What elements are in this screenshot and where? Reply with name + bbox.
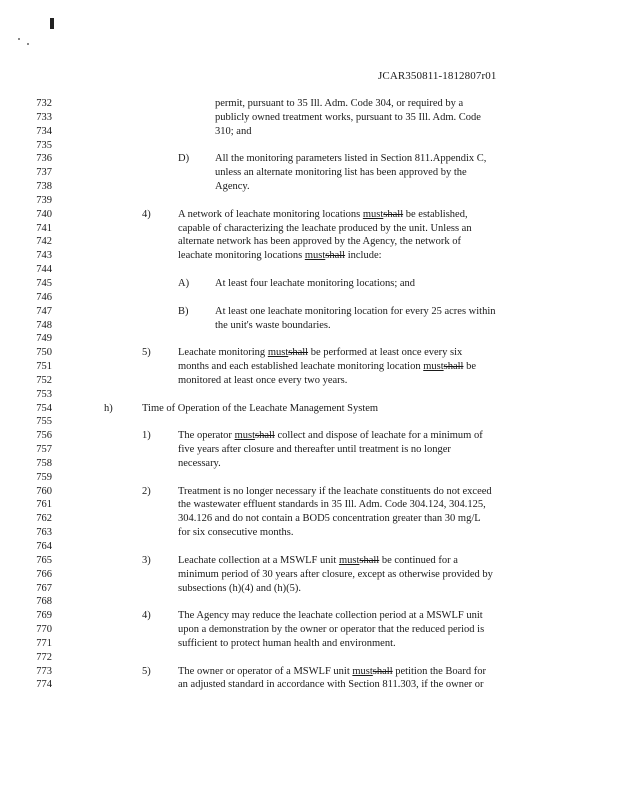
line-text <box>215 277 415 291</box>
text-run: Time of Operation of the Leachate Management System <box>142 402 379 414</box>
line-text <box>215 180 250 194</box>
scan-speck <box>27 43 29 45</box>
line-number: 746 <box>36 291 52 303</box>
text-run: capable of characterizing the leachate produced by the unit. Unless an <box>178 222 472 234</box>
line-number: 770 <box>36 624 52 636</box>
document-line <box>0 595 618 609</box>
line-text <box>215 152 486 166</box>
deleted-text: shall <box>443 361 464 373</box>
inserted-text: must <box>423 361 444 373</box>
line-text <box>178 637 396 651</box>
line-text <box>178 498 486 512</box>
line-text <box>178 222 472 236</box>
line-text <box>178 443 451 457</box>
text-run: The Agency may reduce the leachate collection period at a MSWLF unit <box>178 610 483 622</box>
document-line <box>0 485 618 499</box>
deleted-text: shall <box>383 208 404 220</box>
line-number: 755 <box>36 416 52 428</box>
subsection-label: 5) <box>142 665 151 677</box>
line-number: 744 <box>36 264 52 276</box>
document-line <box>0 111 618 125</box>
subsection-label: 3) <box>142 554 151 566</box>
line-number: 749 <box>36 333 52 345</box>
line-number: 742 <box>36 236 52 248</box>
line-text <box>178 582 301 596</box>
document-line <box>0 471 618 485</box>
line-text <box>178 457 221 471</box>
line-number: 774 <box>36 679 52 691</box>
line-text <box>215 97 463 111</box>
text-run: necessary. <box>178 457 221 469</box>
text-run: Agency. <box>215 181 250 193</box>
subsection-label: 4) <box>142 208 151 220</box>
document-id: JCAR350811-1812807r01 <box>378 70 497 82</box>
line-text <box>178 568 493 582</box>
line-text <box>178 512 481 526</box>
line-number: 761 <box>36 499 52 511</box>
line-number: 732 <box>36 98 52 109</box>
text-run: unless an alternate monitoring list has been approved by the <box>215 167 467 179</box>
document-line <box>0 512 618 526</box>
line-text <box>215 166 467 180</box>
text-run: sufficient to protect human health and environment. <box>178 637 396 649</box>
line-number: 748 <box>36 319 52 331</box>
text-run: Leachate collection at a MSWLF unit <box>178 554 339 566</box>
document-line <box>0 360 618 374</box>
line-number: 771 <box>36 637 52 649</box>
text-run: for six consecutive months. <box>178 527 294 539</box>
text-run: be continued for a <box>379 554 458 566</box>
line-number: 745 <box>36 277 52 289</box>
line-number: 754 <box>36 402 52 414</box>
document-line <box>0 97 618 111</box>
document-line <box>0 678 618 692</box>
line-text <box>178 249 382 263</box>
document-line <box>0 568 618 582</box>
document-line <box>0 526 618 540</box>
line-text <box>178 554 458 568</box>
line-number: 741 <box>36 222 52 234</box>
subsection-label: D) <box>178 153 190 165</box>
line-text <box>178 665 486 679</box>
line-text <box>178 235 461 249</box>
text-run: an adjusted standard in accordance with Section 811.303, if the owner or <box>178 679 484 691</box>
text-run: A network of leachate monitoring locations <box>178 208 363 220</box>
inserted-text: must <box>338 554 360 566</box>
line-number: 739 <box>36 194 52 206</box>
document-body <box>0 97 618 692</box>
text-run: At least one leachate monitoring location for every 25 acres within <box>215 305 496 317</box>
line-text <box>178 485 492 499</box>
line-text <box>178 208 468 222</box>
text-run: five years after closure and thereafter until treatment is no longer <box>178 444 451 456</box>
document-line <box>0 166 618 180</box>
document-line <box>0 429 618 443</box>
document-line <box>0 305 618 319</box>
line-text <box>178 623 484 637</box>
line-number: 768 <box>36 596 52 608</box>
line-number: 736 <box>36 153 52 165</box>
line-text <box>142 402 378 416</box>
subsection-label: 2) <box>142 485 151 497</box>
document-line <box>0 609 618 623</box>
text-run: include: <box>345 250 382 262</box>
line-number: 750 <box>36 347 52 359</box>
document-line <box>0 637 618 651</box>
line-number: 764 <box>36 541 52 552</box>
line-number: 765 <box>36 554 52 566</box>
text-run: minimum period of 30 years after closure, except as otherwise provided by <box>178 568 493 580</box>
line-number: 758 <box>36 457 52 469</box>
document-line <box>0 222 618 236</box>
document-line <box>0 332 618 346</box>
text-run: Treatment is no longer necessary if the leachate constituents do not exceed <box>178 485 492 497</box>
document-line <box>0 180 618 194</box>
text-run: be <box>463 361 477 373</box>
line-number: 752 <box>36 374 52 386</box>
text-run: At least four leachate monitoring locations; and <box>215 277 416 289</box>
text-run: the unit's waste boundaries. <box>215 319 331 331</box>
line-number: 767 <box>36 582 52 594</box>
text-run: 304.126 and do not contain a BOD5 concentration greater than 30 mg/L <box>178 513 481 525</box>
text-run: be established, <box>403 208 468 220</box>
line-number: 760 <box>36 485 52 497</box>
line-number: 733 <box>36 111 52 123</box>
text-run: be performed at least once every six <box>308 347 463 359</box>
text-run: The owner or operator of a MSWLF unit <box>178 665 353 677</box>
text-run: publicly owned treatment works, pursuant to 35 Ill. Adm. Code <box>215 111 481 123</box>
document-line <box>0 263 618 277</box>
subsection-label: 5) <box>142 347 151 359</box>
document-line <box>0 249 618 263</box>
text-run: months and each established leachate monitoring location <box>178 361 424 373</box>
document-line <box>0 457 618 471</box>
subsection-label: A) <box>178 277 190 289</box>
deleted-text: shall <box>288 347 309 359</box>
deleted-text: shall <box>359 554 380 566</box>
document-line <box>0 443 618 457</box>
line-number: 734 <box>36 125 52 137</box>
document-line <box>0 235 618 249</box>
text-run: permit, pursuant to 35 Ill. Adm. Code 304, or required by a <box>215 98 464 109</box>
document-line <box>0 651 618 665</box>
line-text <box>215 111 481 125</box>
text-run: 310; and <box>215 125 252 137</box>
subsection-label: B) <box>178 305 189 317</box>
document-line <box>0 125 618 139</box>
line-number: 740 <box>36 208 52 220</box>
line-number: 756 <box>36 430 52 442</box>
text-run: monitored at least once every two years. <box>178 374 348 386</box>
document-line <box>0 498 618 512</box>
subsection-label: h) <box>104 402 113 414</box>
line-number: 738 <box>36 181 52 193</box>
document-line <box>0 319 618 333</box>
inserted-text: must <box>362 208 384 220</box>
text-run: alternate network has been approved by the Agency, the network of <box>178 236 462 248</box>
document-line <box>0 152 618 166</box>
document-line <box>0 540 618 554</box>
line-number: 769 <box>36 610 52 622</box>
line-number: 751 <box>36 361 52 373</box>
line-text <box>178 678 483 692</box>
document-line <box>0 623 618 637</box>
document-line <box>0 374 618 388</box>
inserted-text: must <box>304 250 326 262</box>
document-line <box>0 554 618 568</box>
deleted-text: shall <box>372 665 393 677</box>
line-text <box>178 609 483 623</box>
document-line <box>0 208 618 222</box>
deleted-text: shall <box>254 430 275 442</box>
document-line <box>0 194 618 208</box>
line-number: 747 <box>36 305 52 317</box>
text-run: collect and dispose of leachate for a minimum of <box>274 430 483 442</box>
line-number: 766 <box>36 568 52 580</box>
line-text <box>215 125 251 139</box>
line-text <box>178 374 347 388</box>
text-run: All the monitoring parameters listed in Section 811.Appendix C, <box>215 153 487 165</box>
line-number: 735 <box>36 139 52 151</box>
document-line <box>0 346 618 360</box>
line-number: 759 <box>36 471 52 483</box>
document-line <box>0 291 618 305</box>
document-line <box>0 388 618 402</box>
line-text <box>215 319 331 333</box>
line-text <box>215 305 496 319</box>
scan-speck <box>18 38 20 40</box>
document-line <box>0 139 618 153</box>
line-text <box>178 346 462 360</box>
document-line <box>0 415 618 429</box>
line-number: 753 <box>36 388 52 400</box>
subsection-label: 4) <box>142 610 151 622</box>
deleted-text: shall <box>325 250 346 262</box>
document-line <box>0 402 618 416</box>
document-line <box>0 582 618 596</box>
text-run: upon a demonstration by the owner or operator that the reduced period is <box>178 624 485 636</box>
inserted-text: must <box>234 430 255 442</box>
document-line <box>0 665 618 679</box>
inserted-text: must <box>267 347 289 359</box>
text-run: The operator <box>178 430 235 442</box>
page-corner-mark <box>50 18 54 29</box>
line-text <box>178 429 483 443</box>
text-run: leachate monitoring locations <box>178 250 305 262</box>
inserted-text: must <box>352 665 373 677</box>
text-run: subsections (h)(4) and (h)(5). <box>178 582 302 594</box>
line-number: 737 <box>36 167 52 179</box>
line-number: 773 <box>36 665 52 677</box>
line-number: 743 <box>36 250 52 262</box>
text-run: the wastewater effluent standards in 35 Ill. Adm. Code 304.124, 304.125, <box>178 499 486 511</box>
text-run: petition the Board for <box>392 665 486 677</box>
line-number: 772 <box>36 651 52 663</box>
line-number: 762 <box>36 513 52 525</box>
line-text <box>178 360 476 374</box>
subsection-label: 1) <box>142 430 151 442</box>
line-text <box>178 526 293 540</box>
text-run: Leachate monitoring <box>178 347 268 359</box>
line-number: 757 <box>36 444 52 456</box>
document-line <box>0 277 618 291</box>
line-number: 763 <box>36 527 52 539</box>
